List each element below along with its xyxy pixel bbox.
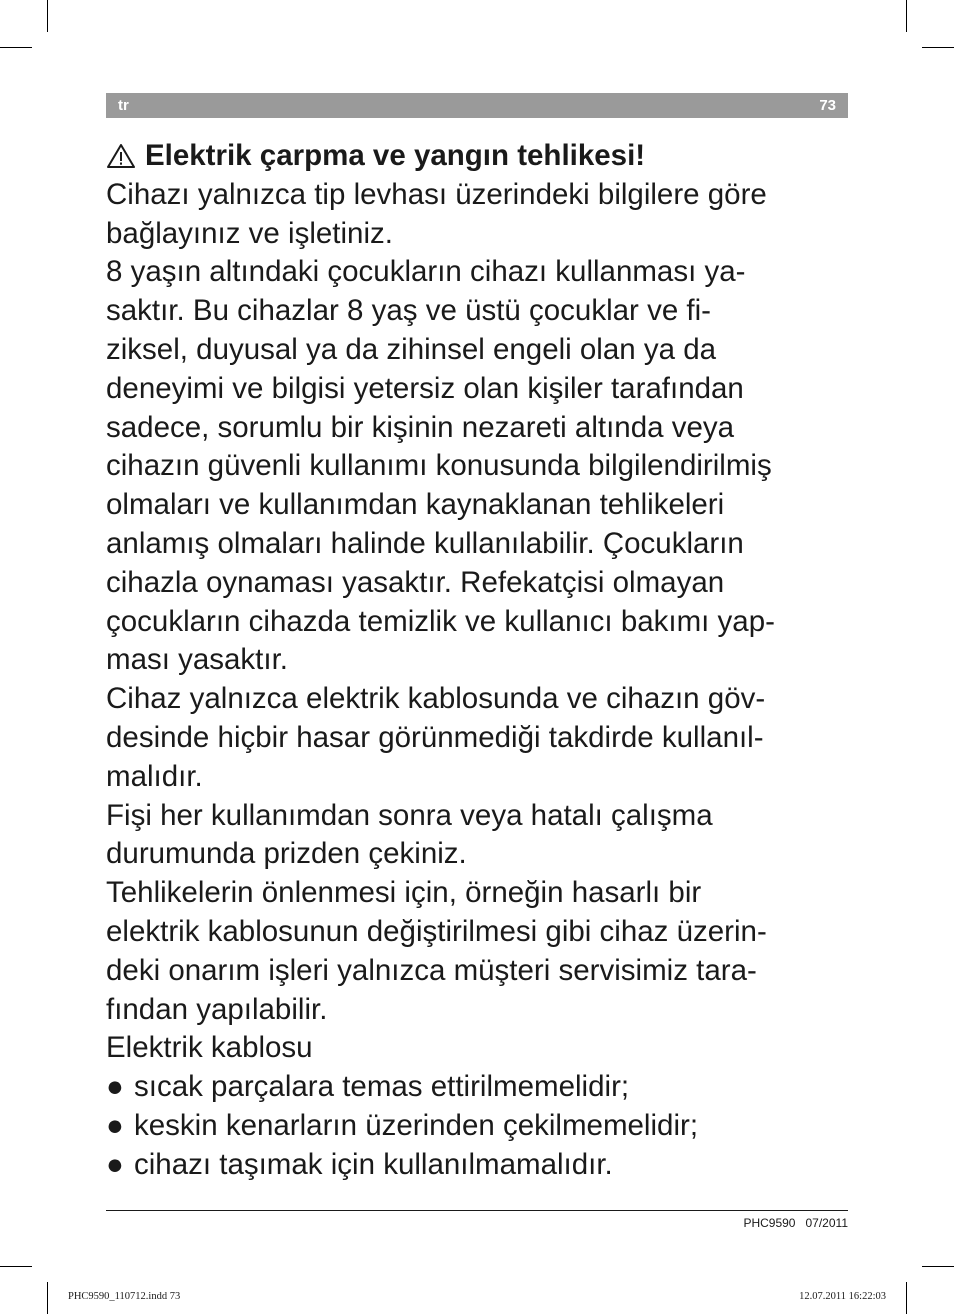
body-line: olmaları ve kullanımdan kaynaklanan tehlikeleri: [106, 488, 725, 522]
crop-mark: [0, 47, 32, 48]
language-code: tr: [118, 97, 129, 114]
crop-mark: [922, 47, 954, 48]
footer-divider: [106, 1210, 848, 1211]
print-slug-timestamp: 12.07.2011 16:22:03: [799, 1291, 886, 1302]
crop-mark: [0, 1266, 32, 1267]
body-line: anlamış olmaları halinde kullanılabilir. Çocukların: [106, 526, 744, 560]
body-line: sadece, sorumlu bir kişinin nezareti altında veya: [106, 410, 735, 444]
body-line: 8 yaşın altındaki çocukların cihazı kullanması ya-: [106, 255, 746, 289]
body-line: desinde hiçbir hasar görünmediği takdirde kullanıl-: [106, 720, 764, 754]
body-line: Cihazı yalnızca tip levhası üzerindeki bilgilere göre: [106, 177, 767, 211]
page-content: [106, 137, 856, 1185]
bullet-item: [106, 1068, 856, 1107]
bullet-text: sıcak parçalara temas ettirilmemelidir;: [134, 1070, 630, 1104]
crop-mark: [47, 1282, 48, 1314]
body-line: bağlayınız ve işletiniz.: [106, 216, 393, 250]
footer-model-info: [743, 1216, 848, 1230]
warning-title: Elektrik çarpma ve yangın tehlikesi!: [145, 139, 646, 172]
bullet-icon: ●: [106, 1070, 124, 1104]
bullet-item: [106, 1146, 856, 1185]
print-slug-file: PHC9590_110712.indd 73: [68, 1291, 181, 1302]
bullet-icon: ●: [106, 1147, 124, 1181]
body-line: ziksel, duyusal ya da zihinsel engeli olan ya da: [106, 332, 717, 366]
warning-triangle-icon: [106, 143, 136, 169]
bullet-text: cihazı taşımak için kullanılmamalıdır.: [134, 1147, 613, 1181]
body-line: ması yasaktır.: [106, 643, 288, 677]
body-line: çocukların cihazda temizlik ve kullanıcı bakımı yap-: [106, 604, 775, 638]
bullet-icon: ●: [106, 1108, 124, 1142]
crop-mark: [922, 1266, 954, 1267]
body-line: Elektrik kablosu: [106, 1031, 313, 1065]
bullet-text: keskin kenarların üzerinden çekilmemelidir;: [134, 1108, 699, 1142]
body-line: Fişi her kullanımdan sonra veya hatalı çalışma: [106, 798, 713, 832]
body-line: elektrik kablosunun değiştirilmesi gibi cihaz üzerin-: [106, 914, 767, 948]
body-line: cihazla oynaması yasaktır. Refekatçisi olmayan: [106, 565, 725, 599]
body-line: fından yapılabilir.: [106, 992, 328, 1026]
warning-heading: [106, 137, 856, 176]
body-line: cihazın güvenli kullanımı konusunda bilgilendirilmiş: [106, 449, 772, 483]
footer-model: PHC9590: [743, 1216, 796, 1230]
body-line: deneyimi ve bilgisi yetersiz olan kişiler tarafından: [106, 371, 744, 405]
body-line: deki onarım işleri yalnızca müşteri servisimiz tara-: [106, 953, 757, 987]
body-line: saktır. Bu cihazlar 8 yaş ve üstü çocuklar ve fi-: [106, 294, 711, 328]
bullet-item: [106, 1107, 856, 1146]
crop-mark: [906, 1282, 907, 1314]
body-line: Tehlikelerin önlenmesi için, örneğin hasarlı bir: [106, 876, 702, 910]
crop-mark: [906, 0, 907, 32]
body-line: malıdır.: [106, 759, 203, 793]
body-line: Cihaz yalnızca elektrik kablosunda ve cihazın göv-: [106, 682, 766, 716]
body-line: durumunda prizden çekiniz.: [106, 837, 467, 871]
footer-date: 07/2011: [805, 1216, 848, 1230]
crop-mark: [47, 0, 48, 32]
page-number: 73: [819, 97, 836, 114]
page-header-bar: [106, 93, 848, 118]
